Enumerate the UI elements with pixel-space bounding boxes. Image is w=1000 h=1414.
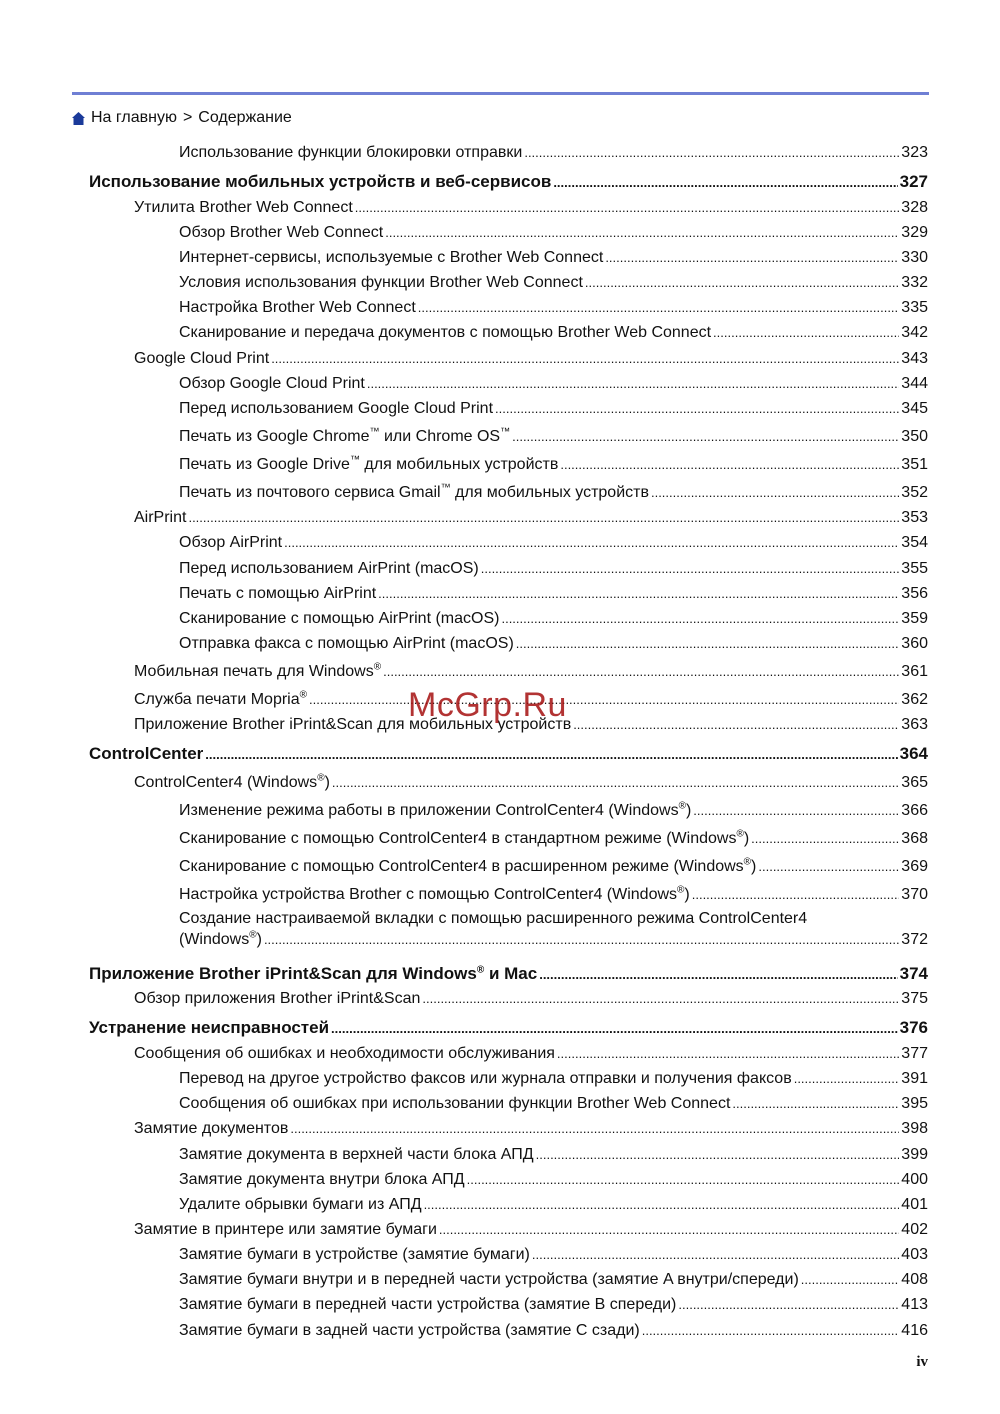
toc-entry-title: Замятие документа в верхней части блока АПД	[179, 1146, 534, 1163]
toc-entry-page: 332	[901, 274, 928, 291]
toc-entry-page: 395	[901, 1095, 928, 1112]
toc-leader-dots	[481, 560, 900, 578]
toc-entry-page: 399	[901, 1146, 928, 1163]
toc-leader-dots	[713, 324, 899, 342]
toc-entry[interactable]	[134, 774, 928, 792]
toc-entry-page: 351	[901, 456, 928, 473]
toc-leader-dots	[367, 375, 899, 393]
toc-entry-page: 356	[901, 585, 928, 602]
toc-entry-title: Настройка устройства Brother с помощью ControlCenter4 (Windows®)	[179, 884, 690, 903]
toc-entry-title: ControlCenter4 (Windows®)	[134, 772, 330, 791]
toc-chapter[interactable]	[89, 1018, 928, 1038]
toc-entry-page: 403	[901, 1246, 928, 1263]
toc-entry[interactable]	[179, 830, 928, 848]
toc-entry-page: 352	[901, 484, 928, 501]
toc-leader-dots	[651, 484, 899, 502]
toc-entry-title: Настройка Brother Web Connect	[179, 299, 416, 316]
toc-leader-dots	[309, 691, 899, 709]
toc-leader-dots	[794, 1070, 900, 1088]
toc-entry-title: Печать из Google Drive™ для мобильных устройств	[179, 454, 559, 473]
toc-entry-page: 360	[901, 635, 928, 652]
toc-leader-dots	[467, 1171, 900, 1189]
toc-entry-page: 363	[901, 716, 928, 733]
toc-entry-page: 328	[901, 199, 928, 216]
breadcrumb-separator: >	[182, 109, 193, 126]
toc-entry[interactable]	[179, 224, 928, 242]
toc-chapter[interactable]	[89, 964, 928, 984]
toc-leader-dots	[693, 802, 899, 820]
toc-leader-dots	[378, 585, 899, 603]
toc-entry-page: 327	[899, 172, 928, 191]
toc-entry[interactable]	[179, 1322, 928, 1340]
toc-entry-page: 359	[901, 610, 928, 627]
toc-leader-dots	[560, 456, 899, 474]
toc-entry-title: Обзор AirPrint	[179, 534, 283, 551]
toc-leader-dots	[751, 830, 899, 848]
toc-entry-title: AirPrint	[134, 509, 187, 526]
toc-leader-dots	[801, 1271, 900, 1289]
toc-leader-dots	[422, 990, 899, 1008]
toc-entry-page: 350	[901, 428, 928, 445]
toc-leader-dots	[332, 774, 899, 792]
toc-entry-page: 365	[901, 774, 928, 791]
toc-leader-dots	[516, 635, 900, 653]
toc-leader-dots	[188, 509, 899, 527]
toc-entry-title: Печать из Google Chrome™ или Chrome OS™	[179, 426, 511, 445]
toc-leader-dots	[539, 964, 897, 984]
toc-entry-page: 413	[901, 1296, 928, 1313]
toc-entry-title: Печать из почтового сервиса Gmail™ для мобильных устройств	[179, 482, 649, 501]
toc-entry-page: 342	[901, 324, 928, 341]
toc-entry[interactable]	[179, 802, 928, 820]
toc-entry-page: 355	[901, 560, 928, 577]
toc-entry[interactable]	[179, 886, 928, 904]
toc-entry[interactable]	[179, 534, 928, 552]
toc-entry[interactable]	[179, 484, 928, 502]
toc-leader-dots	[758, 858, 899, 876]
toc-entry-page: 370	[901, 886, 928, 903]
toc-entry-page: 344	[901, 375, 928, 392]
toc-entry-page: 368	[901, 830, 928, 847]
toc-leader-dots	[501, 610, 899, 628]
toc-entry-page: 366	[901, 802, 928, 819]
toc-entry-title: Замятие бумаги в устройстве (замятие бумаги)	[179, 1246, 530, 1263]
breadcrumb	[72, 109, 292, 127]
toc-entry-title: Использование функции блокировки отправки	[179, 144, 523, 161]
toc-entry[interactable]	[179, 144, 928, 162]
toc-entry-title: Перед использованием Google Cloud Print	[179, 400, 494, 417]
toc-leader-dots	[532, 1246, 899, 1264]
toc-entry[interactable]	[179, 610, 928, 628]
toc-entry-page: 361	[901, 663, 928, 680]
toc-entry-title: Условия использования функции Brother Web Connect	[179, 274, 583, 291]
toc-entry-title: Приложение Brother iPrint&Scan для Windows® и Mac	[89, 964, 538, 983]
toc-entry-page: 323	[901, 144, 928, 161]
toc-entry-page: 354	[901, 534, 928, 551]
toc-entry[interactable]	[134, 1045, 928, 1063]
toc-entry-page: 372	[901, 931, 928, 948]
toc-entry[interactable]	[179, 1171, 928, 1189]
toc-entry[interactable]	[179, 858, 928, 876]
toc-entry[interactable]	[179, 274, 928, 292]
toc-leader-dots	[553, 172, 897, 192]
toc-leader-dots	[605, 249, 899, 267]
toc-entry[interactable]	[179, 560, 928, 578]
toc-entry[interactable]	[179, 1146, 928, 1164]
toc-entry-title: Замятие бумаги в передней части устройства (замятие B спереди)	[179, 1296, 677, 1313]
toc-entry-title: Замятие бумаги внутри и в передней части устройства (замятие A внутри/спереди)	[179, 1271, 799, 1288]
toc-entry-page: 374	[899, 964, 928, 983]
toc-leader-dots	[692, 886, 900, 904]
toc-leader-dots	[732, 1095, 899, 1113]
toc-entry[interactable]	[179, 585, 928, 603]
toc-leader-dots	[331, 1018, 898, 1038]
home-icon[interactable]	[72, 112, 85, 125]
toc-entry-title: Замятие документов	[134, 1120, 289, 1137]
toc-entry-page: 335	[901, 299, 928, 316]
toc-entry[interactable]	[179, 1296, 928, 1314]
toc-entry[interactable]	[179, 249, 928, 267]
toc-entry-title: Перед использованием AirPrint (macOS)	[179, 560, 479, 577]
toc-entry-title: Устранение неисправностей	[89, 1018, 330, 1037]
toc-entry[interactable]	[134, 350, 928, 368]
toc-entry-title: Сканирование с помощью ControlCenter4 в стандартном режиме (Windows®)	[179, 828, 750, 847]
toc-entry-title: Печать с помощью AirPrint	[179, 585, 377, 602]
toc-leader-dots	[536, 1146, 900, 1164]
toc-leader-dots	[524, 144, 899, 162]
toc-leader-dots	[284, 534, 899, 552]
toc-entry[interactable]	[179, 428, 928, 446]
toc-entry-page: 400	[901, 1171, 928, 1188]
toc-entry[interactable]	[179, 635, 928, 653]
toc-entry-title: Сканирование с помощью AirPrint (macOS)	[179, 610, 500, 627]
toc-leader-dots	[383, 663, 899, 681]
toc-entry[interactable]	[134, 1120, 928, 1138]
toc-entry-title: Интернет-сервисы, используемые с Brother Web Connect	[179, 249, 604, 266]
toc-entry[interactable]	[179, 1070, 928, 1088]
toc-entry-title: Обзор Brother Web Connect	[179, 224, 384, 241]
toc-entry-title: Отправка факса с помощью AirPrint (macOS)	[179, 635, 514, 652]
toc-entry-title: Создание настраиваемой вкладки с помощью расширенного режима ControlCenter4	[179, 910, 808, 927]
toc-entry-title: Сообщения об ошибках при использовании функции Brother Web Connect	[179, 1095, 731, 1112]
toc-entry[interactable]	[179, 456, 928, 474]
toc-entry-title: Обзор Google Cloud Print	[179, 375, 365, 392]
toc-entry-title: Сканирование и передача документов с помощью Brother Web Connect	[179, 324, 712, 341]
toc-entry[interactable]	[134, 1221, 928, 1239]
toc-entry[interactable]	[179, 1196, 928, 1214]
toc-entry-page: 330	[901, 249, 928, 266]
toc-leader-dots	[585, 274, 899, 292]
toc-entry-title: Приложение Brother iPrint&Scan для мобильных устройств	[134, 716, 572, 733]
toc-entry-page: 362	[901, 691, 928, 708]
toc-entry[interactable]	[134, 663, 928, 681]
toc-entry-page: 377	[901, 1045, 928, 1062]
breadcrumb-home-link[interactable]: На главную	[91, 109, 177, 126]
toc-entry[interactable]	[179, 375, 928, 393]
toc-entry-page: 376	[899, 1018, 928, 1037]
toc-entry-title: Удалите обрывки бумаги из АПД	[179, 1196, 422, 1213]
toc-entry-title: Сканирование с помощью ControlCenter4 в расширенном режиме (Windows®)	[179, 856, 757, 875]
toc-entry-title: Google Cloud Print	[134, 350, 270, 367]
toc-entry-title-continued: (Windows®)	[179, 929, 262, 948]
toc-leader-dots	[290, 1120, 899, 1138]
toc-entry-page: 391	[901, 1070, 928, 1087]
toc-leader-dots	[495, 400, 899, 418]
toc-entry-page: 402	[901, 1221, 928, 1238]
toc-leader-dots	[418, 299, 900, 317]
toc-leader-dots	[424, 1196, 900, 1214]
watermark: McGrp.Ru	[408, 686, 567, 724]
toc-entry[interactable]	[134, 509, 928, 527]
header-rule	[72, 92, 929, 95]
toc-entry-page: 398	[901, 1120, 928, 1137]
toc-entry-page: 345	[901, 400, 928, 417]
toc-entry[interactable]	[179, 1095, 928, 1113]
toc-chapter[interactable]	[89, 172, 928, 192]
toc-entry[interactable]	[179, 400, 928, 418]
toc-leader-dots	[439, 1221, 899, 1239]
toc-entry-title: ControlCenter	[89, 744, 204, 763]
toc-entry-title: Замятие документа внутри блока АПД	[179, 1171, 465, 1188]
toc-entry[interactable]	[179, 1246, 928, 1264]
toc-leader-dots	[205, 744, 897, 764]
breadcrumb-current-link[interactable]: Содержание	[198, 109, 292, 126]
toc-entry[interactable]	[179, 324, 928, 342]
toc-entry-title: Утилита Brother Web Connect	[134, 199, 353, 216]
toc-entry-title: Использование мобильных устройств и веб-сервисов	[89, 172, 552, 191]
toc-leader-dots	[512, 428, 899, 446]
toc-entry-title: Замятие бумаги в задней части устройства (замятие C сзади)	[179, 1322, 640, 1339]
toc-entry[interactable]	[134, 199, 928, 217]
toc-entry[interactable]	[179, 299, 928, 317]
toc-entry-page: 329	[901, 224, 928, 241]
toc-entry-page: 364	[899, 744, 928, 763]
toc-entry-page: 375	[901, 990, 928, 1007]
toc-leader-dots	[271, 350, 899, 368]
toc-entry-title: Изменение режима работы в приложении ControlCenter4 (Windows®)	[179, 800, 692, 819]
toc-leader-dots	[355, 199, 900, 217]
toc-entry[interactable]	[179, 1271, 928, 1289]
toc-leader-dots	[264, 931, 899, 949]
toc-entry-title: Сообщения об ошибках и необходимости обслуживания	[134, 1045, 555, 1062]
toc-leader-dots	[678, 1296, 899, 1314]
toc-leader-dots	[642, 1322, 900, 1340]
toc-entry-title: Обзор приложения Brother iPrint&Scan	[134, 990, 421, 1007]
toc-entry-page: 416	[901, 1322, 928, 1339]
toc-entry-page: 408	[901, 1271, 928, 1288]
toc-chapter[interactable]	[89, 744, 928, 764]
toc-entry-title: Мобильная печать для Windows®	[134, 661, 382, 680]
toc-leader-dots	[573, 716, 899, 734]
toc-entry-title: Замятие в принтере или замятие бумаги	[134, 1221, 437, 1238]
toc-entry-page: 401	[901, 1196, 928, 1213]
toc-entry-page: 369	[901, 858, 928, 875]
toc-entry[interactable]	[179, 910, 928, 949]
page-number: iv	[916, 1354, 928, 1370]
toc-entry-title: Служба печати Mopria®	[134, 689, 307, 708]
toc-entry-page: 353	[901, 509, 928, 526]
toc-leader-dots	[557, 1045, 899, 1063]
toc-entry[interactable]	[134, 990, 928, 1008]
toc-entry-title: Перевод на другое устройство факсов или журнала отправки и получения факсов	[179, 1070, 792, 1087]
toc-entry-page: 343	[901, 350, 928, 367]
toc-leader-dots	[385, 224, 899, 242]
